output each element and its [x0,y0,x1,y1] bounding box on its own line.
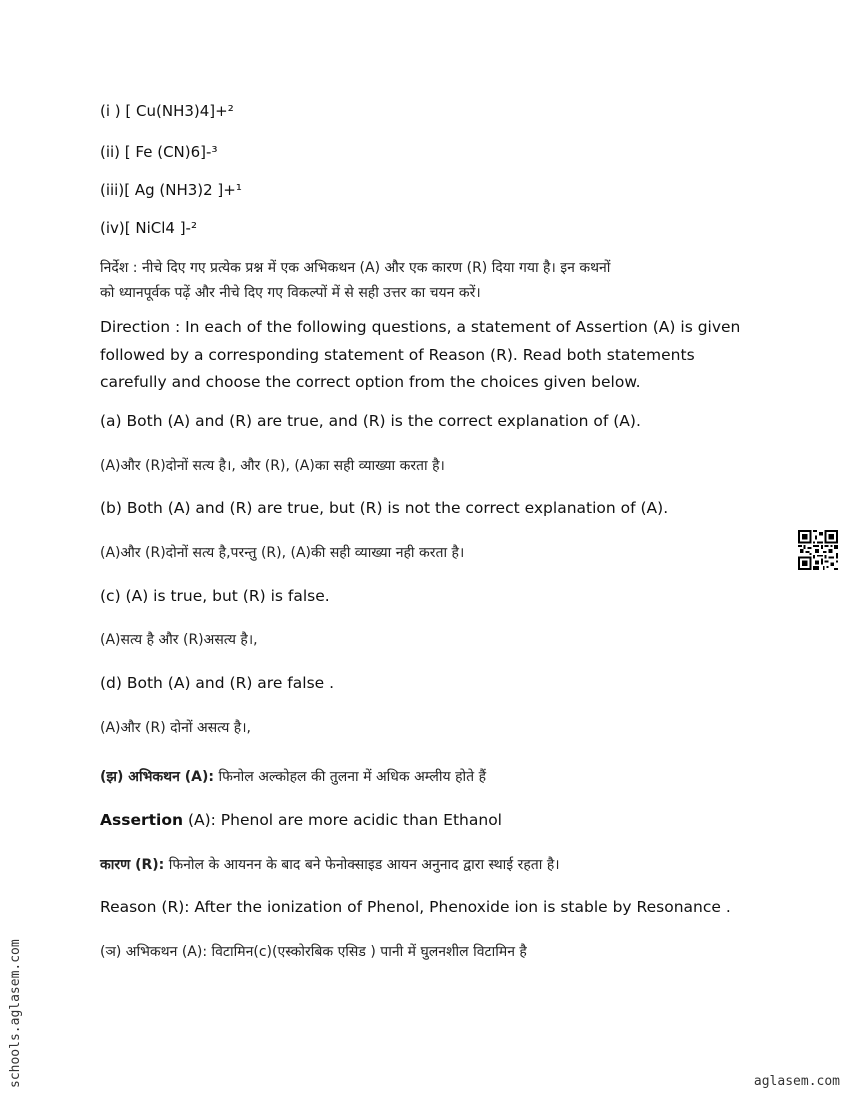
choice-b-english: (b) Both (A) and (R) are true, but (R) is not the correct explanation of (A). [100,499,669,517]
direction-hindi-line-1: निर्देश : नीचे दिए गए प्रत्येक प्रश्न में एक अभिकथन (A) और एक कारण (R) दिया गया है। इन कथनों [100,260,611,276]
option-ii: (ii) [ Fe (CN)6]-³ [100,143,218,161]
direction-english-line-1: Direction : In each of the following questions, a statement of Assertion (A) is given [100,318,741,336]
choice-a-hindi: (A)और (R)दोनों सत्य है।, और (R), (A)का सही व्याख्या करता है। [100,458,445,474]
reason-hindi [100,855,560,874]
option-iv: (iv)[ NiCl4 ]-² [100,219,197,237]
assertion-english-text: (A): Phenol are more acidic than Ethanol [183,811,502,829]
assertion-hindi [100,767,486,786]
reason-english: Reason (R): After the ionization of Phenol, Phenoxide ion is stable by Resonance . [100,898,731,916]
direction-english-line-3: carefully and choose the correct option from the choices given below. [100,373,641,391]
choice-d-english: (d) Both (A) and (R) are false . [100,674,335,692]
choice-a-english: (a) Both (A) and (R) are true, and (R) is the correct explanation of (A). [100,412,641,430]
choice-c-english: (c) (A) is true, but (R) is false. [100,587,330,605]
direction-hindi-line-2: को ध्यानपूर्वक पढ़ें और नीचे दिए गए विकल्पों में से सही उत्तर का चयन करें। [100,285,481,301]
reason-hindi-text: फिनोल के आयनन के बाद बने फेनोक्साइड आयन अनुनाद द्वारा स्थाई रहता है। [164,857,560,873]
side-watermark: schools.aglasem.com [8,939,23,1088]
choice-c-hindi: (A)सत्य है और (R)असत्य है।, [100,632,258,648]
choice-b-hindi: (A)और (R)दोनों सत्य है,परन्तु (R), (A)की सही व्याख्या नही करता है। [100,545,465,561]
footer-watermark: aglasem.com [753,1074,840,1089]
direction-english-line-2: followed by a corresponding statement of Reason (R). Read both statements [100,346,695,364]
reason-hindi-label: कारण (R): [100,857,165,873]
assertion-hindi-text: फिनोल अल्कोहल की तुलना में अधिक अम्लीय होते हैं [214,769,487,785]
assertion-english-label: Assertion [100,811,184,829]
qr-code [798,530,838,570]
assertion-english [100,811,502,829]
question-nya-assertion: (ञ) अभिकथन (A): विटामिन(c)(एस्कोरबिक एसिड ) पानी में घुलनशील विटामिन है [100,944,527,960]
option-iii: (iii)[ Ag (NH3)2 ]+¹ [100,181,242,199]
assertion-hindi-label: (झ) अभिकथन (A): [100,769,214,785]
choice-d-hindi: (A)और (R) दोनों असत्य है।, [100,720,251,736]
option-i: (i ) [ Cu(NH3)4]+² [100,102,234,120]
